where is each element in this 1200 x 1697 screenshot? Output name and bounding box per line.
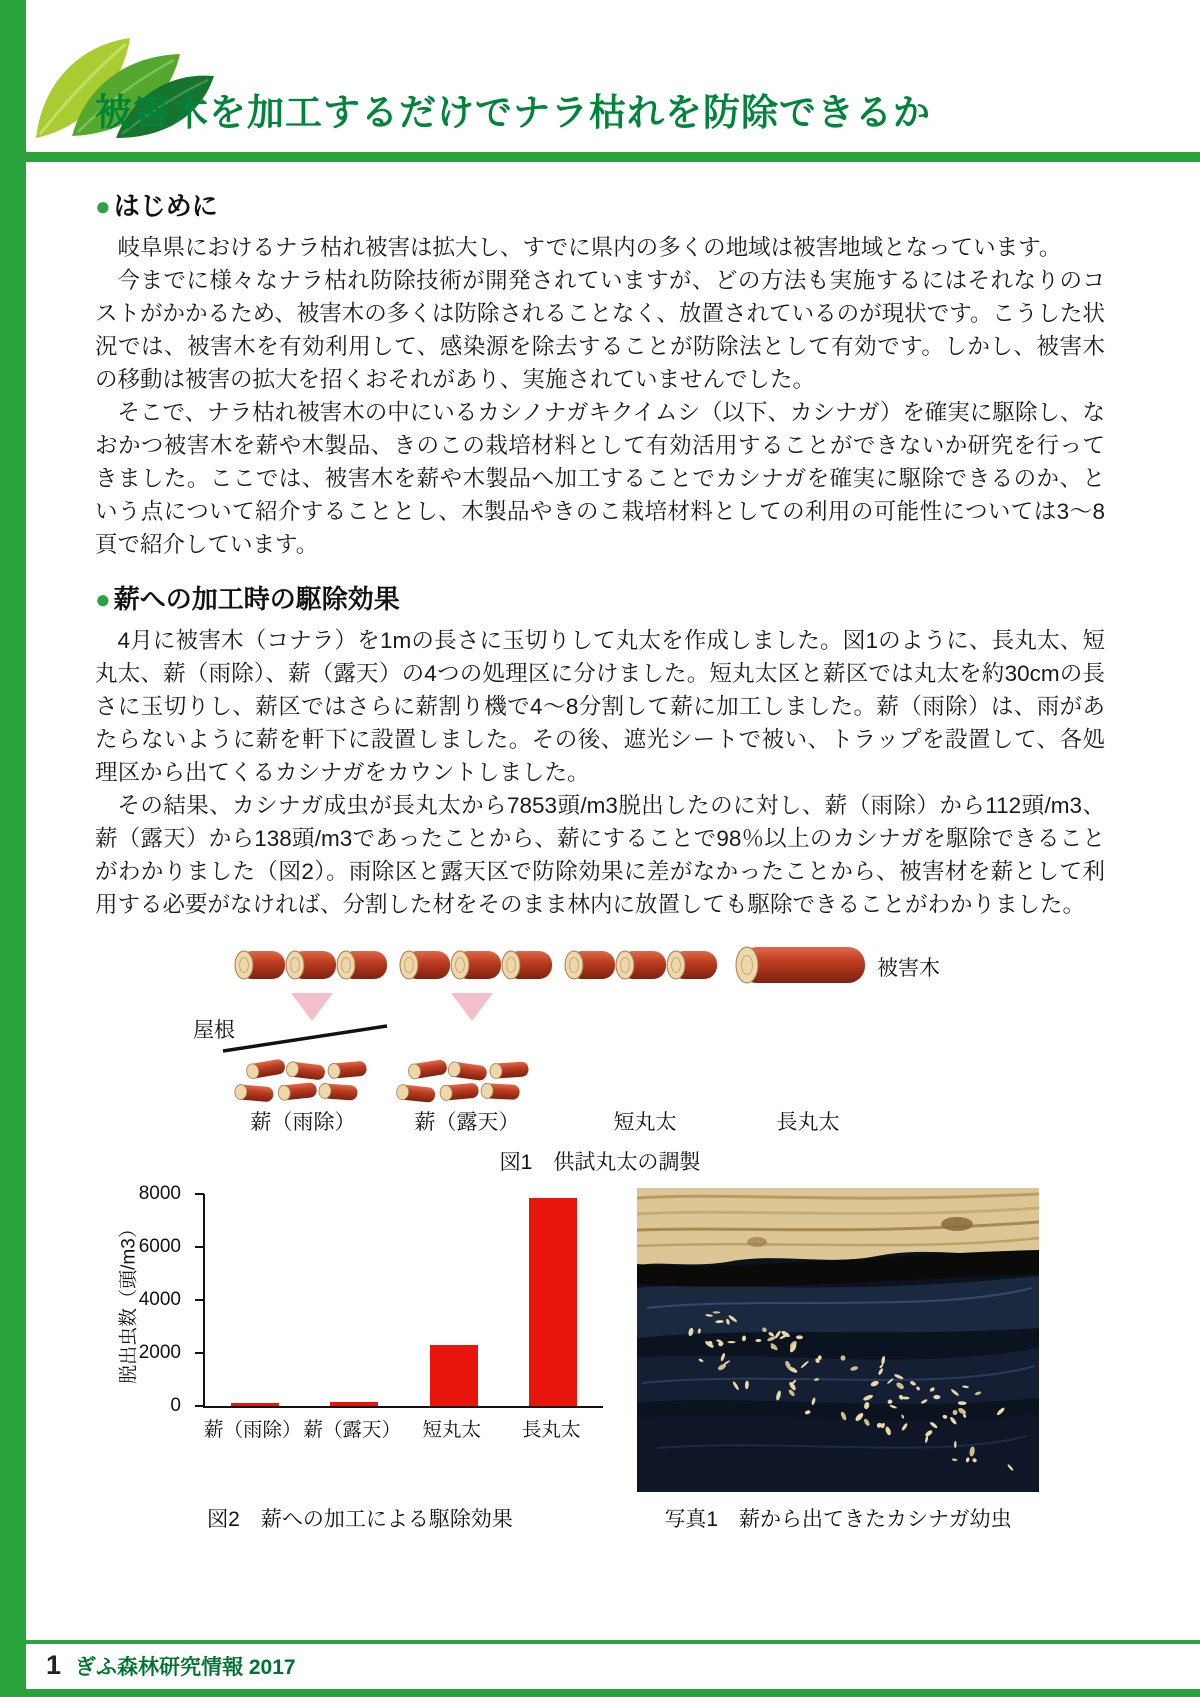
y-tick-mark: [195, 1246, 204, 1248]
section-heading-firewood-effect: [95, 579, 1105, 616]
paragraph: 岐阜県におけるナラ枯れ被害は拡大し、すでに県内の多くの地域は被害地域となっています。: [117, 235, 1062, 260]
photo1-column: [637, 1188, 1039, 1533]
firewood-pile-open-air: [396, 1059, 529, 1103]
figure2-bar-chart: [95, 1183, 625, 1441]
bar-長丸太: [529, 1198, 577, 1406]
heading-bullet-icon: ●: [95, 191, 111, 221]
down-arrow-icon: [451, 993, 493, 1021]
label-roof: 屋根: [193, 1019, 235, 1042]
bottom-green-band: [0, 1689, 1200, 1697]
y-tick-label: 8000: [138, 1183, 181, 1204]
photo1-caption: 写真1 薪から出てきたカシナガ幼虫: [664, 1508, 1012, 1531]
paragraph: その結果、カシナガ成虫が長丸太から7853頭/m3脱出したのに対し、薪（雨除）から112頭/m3、薪（露天）から138頭/m3であったことから、薪にすることで98％以上のカシナガを駆除できることがわかりました（図2）。雨除区と露天区で防除効果に差がなかったことから、被害材を薪として利用する必要がなければ、分割した材をそのまま林内に放置しても駆除できることがわかりました。: [95, 793, 1105, 917]
header-rule: [0, 152, 1200, 162]
x-category-label: 薪（雨除）: [203, 1419, 302, 1441]
y-tick-label: 0: [170, 1395, 181, 1416]
section-introduction: [95, 186, 1105, 561]
y-tick-mark: [195, 1352, 204, 1354]
heading-bullet-icon: ●: [95, 584, 111, 614]
roof-line: [223, 1026, 387, 1051]
publication-name: ぎふ森林研究情報 2017: [75, 1656, 296, 1679]
left-green-stripe: [0, 0, 26, 1697]
label-firewood-open: 薪（露天）: [414, 1111, 520, 1134]
y-tick-mark: [195, 1193, 204, 1195]
bar-薪（雨除）: [231, 1403, 279, 1406]
main-content: [95, 186, 1105, 1533]
firewood-pile-rain-sheltered: [234, 1058, 367, 1102]
y-axis-labels: [95, 1183, 195, 1416]
y-tick-mark: [195, 1299, 204, 1301]
section-firewood-effect: [95, 579, 1105, 921]
figure2-column: [95, 1183, 625, 1533]
short-log-group-3: [565, 951, 717, 979]
section-heading-introduction: [95, 186, 1105, 223]
paragraph: そこで、ナラ枯れ被害木の中にいるカシノナガキクイムシ（以下、カシナガ）を確実に駆除し、なおかつ被害木を薪や木製品、きのこの栽培材料として有効活用することができないか研究を行ってきました。ここでは、被害木を薪や木製品へ加工することでカシナガを確実に駆除できるのか、という点について紹介することとし、木製品やきのこ栽培材料としての利用の可能性については3〜8頁で紹介しています。: [95, 400, 1105, 557]
figure1: [95, 937, 1105, 1176]
section-heading-text: はじめに: [113, 191, 218, 221]
bar-薪（露天）: [330, 1402, 378, 1406]
long-log: [736, 947, 865, 983]
footer-rule: [0, 1640, 1200, 1644]
label-damaged-wood: 被害木: [877, 957, 940, 980]
figure1-caption: 図1 供試丸太の調製: [499, 1151, 701, 1174]
paragraph: 4月に被害木（コナラ）を1mの長さに玉切りして丸太を作成しました。図1のように、長丸太、短丸太、薪（雨除）、薪（露天）の4つの処理区に分けました。短丸太区と薪区では丸太を約30cmの長さに玉切りし、薪区ではさらに薪割り機で4〜8分割して薪に加工しました。薪（雨除）は、雨があたらないように薪を軒下に設置しました。その後、遮光シートで被い、トラップを設置して、各処理区から出てくるカシナガをカウントしました。: [95, 628, 1105, 785]
chart-plot-area: [203, 1194, 603, 1408]
label-long-log: 長丸太: [776, 1111, 840, 1134]
x-category-label: 長丸太: [521, 1419, 581, 1441]
page-number: 1: [46, 1650, 62, 1680]
label-short-log: 短丸太: [613, 1111, 677, 1134]
paragraph: 今までに様々なナラ枯れ防除技術が開発されていますが、どの方法も実施するにはそれなりのコストがかかるため、被害木の多くは防除されることなく、放置されているのが現状です。こうした状況では、被害木を有効利用して、感染源を除去することが防除法として有効です。しかし、被害木の移動は被害の拡大を招くおそれがあり、実施されていませんでした。: [95, 268, 1105, 392]
figure2-caption: 図2 薪への加工による駆除効果: [207, 1508, 513, 1531]
page-title: 被害木を加工するだけでナラ枯れを防除できるか: [95, 92, 931, 133]
photo1-larvae-image: [637, 1188, 1039, 1492]
bar-短丸太: [430, 1345, 478, 1406]
figure1-log-diagram: [95, 937, 1105, 1142]
short-log-group-2: [400, 951, 552, 979]
x-category-label: 薪（露天）: [303, 1419, 401, 1441]
y-tick-label: 4000: [138, 1289, 181, 1310]
y-tick-label: 2000: [138, 1342, 181, 1363]
down-arrow-icon: [291, 993, 333, 1021]
y-tick-mark: [195, 1405, 204, 1407]
section-heading-text: 薪への加工時の駆除効果: [113, 584, 400, 614]
y-axis-title: 脱出虫数（頭/m3）: [118, 1219, 140, 1384]
short-log-group-1: [235, 951, 387, 979]
y-tick-label: 6000: [138, 1236, 181, 1257]
x-axis-labels: [203, 1414, 601, 1440]
label-firewood-rain: 薪（雨除）: [250, 1111, 356, 1134]
figure2-photo1-row: [95, 1183, 1105, 1533]
x-category-label: 短丸太: [422, 1419, 481, 1441]
